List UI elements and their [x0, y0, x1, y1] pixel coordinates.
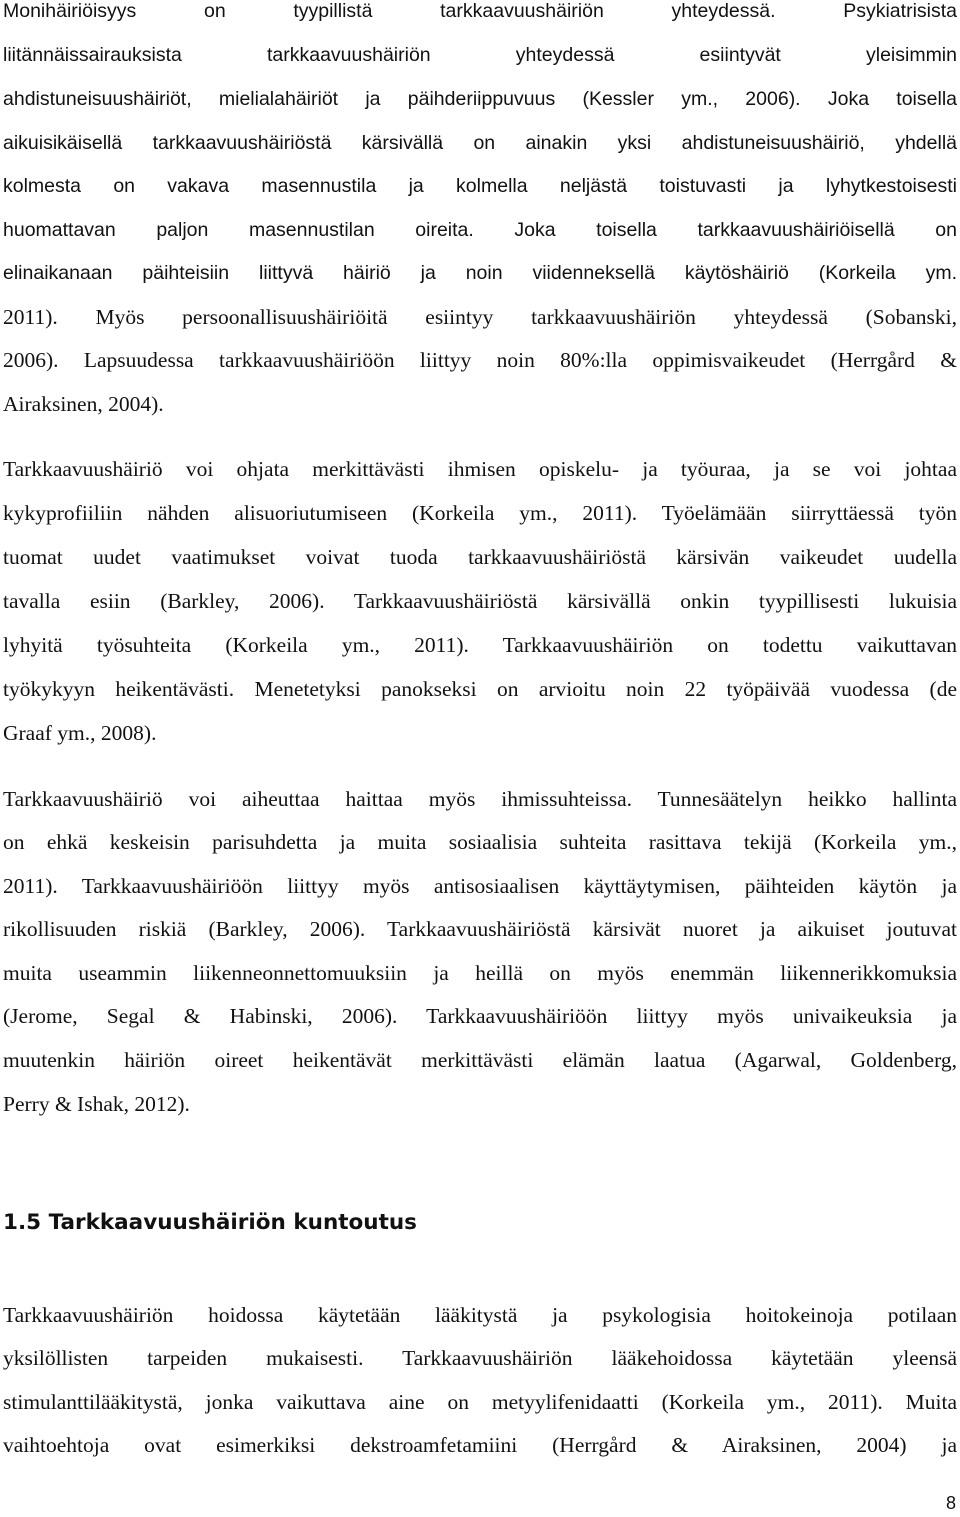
text-line: Perry & Ishak, 2012). — [3, 1092, 190, 1116]
text-line: kykyprofiiliin nähden alisuoriutumiseen (Korkeila ym., 2011). Työelämään siirryttäessä työn — [3, 501, 957, 525]
text-line: rikollisuuden riskiä (Barkley, 2006). Tarkkaavuushäiriöstä kärsivät nuoret ja aikuiset joutuvat — [3, 917, 957, 941]
text-line: Monihäiriöisyys on tyypillistä tarkkaavuushäiriön yhteydessä. Psykiatrisista — [3, 0, 957, 22]
text-line: Tarkkaavuushäiriö voi ohjata merkittävästi ihmisen opiskelu- ja työuraa, ja se voi johtaa — [3, 457, 957, 481]
text-line: vaihtoehtoja ovat esimerkiksi dekstroamfetamiini (Herrgård & Airaksinen, 2004) ja — [3, 1433, 957, 1457]
text-line: Tarkkaavuushäiriön hoidossa käytetään lääkitystä ja psykologisia hoitokeinoja potilaan — [3, 1303, 957, 1327]
text-line: muita useammin liikenneonnettomuuksiin ja heillä on myös enemmän liikennerikkomuksia — [3, 961, 957, 985]
text-line: (Jerome, Segal & Habinski, 2006). Tarkkaavuushäiriöön liittyy myös univaikeuksia ja — [3, 1004, 957, 1028]
text-line: kolmesta on vakava masennustila ja kolmella neljästä toistuvasti ja lyhytkestoisesti — [3, 175, 957, 197]
text-line: huomattavan paljon masennustilan oireita. Joka toisella tarkkaavuushäiriöisellä on — [3, 219, 957, 241]
text-line: työkykyyn heikentävästi. Menetetyksi panokseksi on arvioitu noin 22 työpäivää vuodessa (de — [3, 677, 957, 701]
text-line: Graaf ym., 2008). — [3, 721, 157, 745]
text-line: yksilöllisten tarpeiden mukaisesti. Tarkkaavuushäiriön lääkehoidossa käytetään yleensä — [3, 1346, 957, 1370]
page-number: 8 — [945, 1493, 956, 1513]
text-line: 2011). Tarkkaavuushäiriöön liittyy myös antisosiaalisen käyttäytymisen, päihteiden käytön ja — [3, 874, 957, 898]
text-line: Airaksinen, 2004). — [3, 392, 164, 416]
text-line: lyhyitä työsuhteita (Korkeila ym., 2011). Tarkkaavuushäiriön on todettu vaikuttavan — [3, 633, 957, 657]
text-line: 2006). Lapsuudessa tarkkaavuushäiriöön liittyy noin 80%:lla oppimisvaikeudet (Herrgård & — [3, 348, 957, 372]
text-line: muutenkin häiriön oireet heikentävät merkittävästi elämän laatua (Agarwal, Goldenberg, — [3, 1048, 957, 1072]
text-line: liitännäissairauksista tarkkaavuushäiriön yhteydessä esiintyvät yleisimmin — [3, 44, 957, 66]
text-line: 2011). Myös persoonallisuushäiriöitä esiintyy tarkkaavuushäiriön yhteydessä (Sobanski, — [3, 305, 957, 329]
text-line: Tarkkaavuushäiriö voi aiheuttaa haittaa myös ihmissuhteissa. Tunnesäätelyn heikko hallinta — [3, 787, 957, 811]
text-line: tavalla esiin (Barkley, 2006). Tarkkaavuushäiriöstä kärsivällä onkin tyypillisesti lukuisia — [3, 589, 957, 613]
text-line: stimulanttilääkitystä, jonka vaikuttava aine on metyylifenidaatti (Korkeila ym., 2011). Muita — [3, 1390, 957, 1414]
text-line: tuomat uudet vaatimukset voivat tuoda tarkkaavuushäiriöstä kärsivän vaikeudet uudella — [3, 545, 957, 569]
text-line: elinaikanaan päihteisiin liittyvä häiriö ja noin viidenneksellä käytöshäiriö (Korkeila ym. — [3, 262, 957, 284]
text-line: on ehkä keskeisin parisuhdetta ja muita sosiaalisia suhteita rasittava tekijä (Korkeila ym., — [3, 830, 957, 854]
text-line: ahdistuneisuushäiriöt, mielialahäiriöt ja päihderiippuvuus (Kessler ym., 2006). Joka toisella — [3, 88, 957, 110]
text-line: aikuisikäisellä tarkkaavuushäiriöstä kärsivällä on ainakin yksi ahdistuneisuushäiriö, yhdellä — [3, 132, 957, 154]
section-heading: 1.5 Tarkkaavuushäiriön kuntoutus — [3, 1210, 417, 1235]
